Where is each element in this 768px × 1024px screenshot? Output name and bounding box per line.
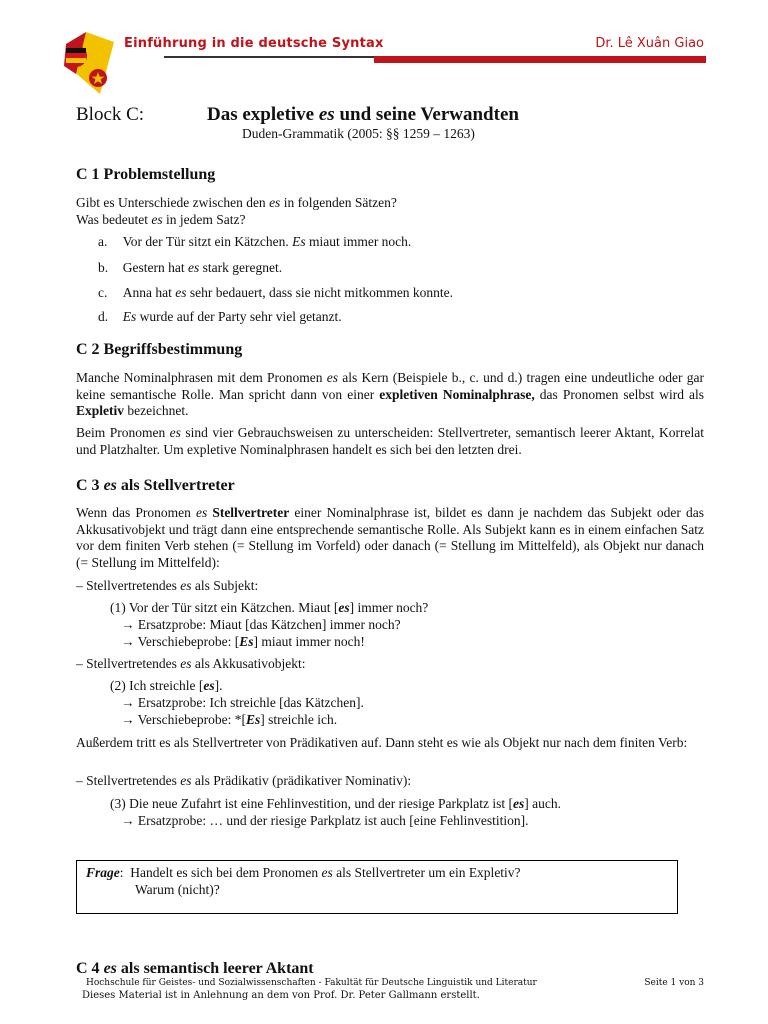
course-title: Einführung in die deutsche Syntax [124,36,384,51]
university-logo [62,30,118,96]
c2-paragraph-1: Manche Nominalphrasen mit dem Pronomen es als Kern (Beispiele b., c. und d.) tragen eine undeutliche oder gar keine semantische Rolle. Man spricht dann von einer expletiven Nominalphrase, das Pronomen selbst wird als Expletiv bezeichnet. [76,370,704,418]
question-line-1: Frage: Handelt es sich bei dem Pronomen es als Stellvertreter um ein Expletiv? [86,865,521,880]
example-1: (1) Vor der Tür sitzt ein Kätzchen. Miaut [es] immer noch? [110,600,429,615]
footer-institution: Hochschule für Geistes- und Sozialwissenschaften - Fakultät für Deutsche Linguistik und Literatur [86,978,537,988]
header-rule [164,56,374,58]
example-3-ersatzprobe: → Ersatzprobe: … und der riesige Parkplatz ist auch [eine Fehlinvestition]. [121,813,529,828]
question-line-2: Warum (nicht)? [135,882,220,897]
c3-subheading-subject: – Stellvertretendes es als Subjekt: [76,578,259,593]
example-2-verschiebeprobe: → Verschiebeprobe: *[Es] streichle ich. [121,712,338,727]
c3-subheading-predicative: – Stellvertretendes es als Prädikativ (prädikativer Nominativ): [76,773,412,788]
c3-paragraph-2: Außerdem tritt es als Stellvertreter von Prädikativen auf. Dann steht es wie als Objekt nur nach dem finiten Verb: [76,735,688,750]
section-heading-c1: C 1 Problemstellung [76,166,216,183]
block-title: Das expletive es und seine Verwandten [207,104,519,125]
list-item: c. Anna hat es sehr bedauert, dass sie nicht mitkommen konnte. [98,285,454,300]
example-1-ersatzprobe: → Ersatzprobe: Miaut [das Kätzchen] immer noch? [121,617,401,632]
section-heading-c3: C 3 es als Stellvertreter [76,477,235,494]
c1-question-2: Was bedeutet es in jedem Satz? [76,212,246,227]
footer-page-number: Seite 1 von 3 [644,978,704,988]
c3-paragraph-1: Wenn das Pronomen es Stellvertreter einer Nominalphrase ist, bildet es dann je nachdem das Subjekt oder das Akkusativobjekt und trägt dann eine entsprechende semantische Rolle. Als Subjekt kann es in einem einfachen Satz vor dem finiten Verb stehen (= Stellung im Vorfeld) oder danach (= Stellung im Mittelfeld), als Objekt nur danach (= Stellung im Mittelfeld): [76,505,704,570]
list-item: d. Es wurde auf der Party sehr viel getanzt. [98,309,342,324]
block-subtitle: Duden-Grammatik (2005: §§ 1259 – 1263) [242,126,475,141]
list-item: b. Gestern hat es stark geregnet. [98,260,283,275]
c3-subheading-object: – Stellvertretendes es als Akkusativobjekt: [76,656,306,671]
author-name: Dr. Lê Xuân Giao [595,36,704,51]
example-1-verschiebeprobe: → Verschiebeprobe: [Es] miaut immer noch! [121,634,365,649]
example-3: (3) Die neue Zufahrt ist eine Fehlinvestition, und der riesige Parkplatz ist [es] auch. [110,796,562,811]
block-label: Block C: [76,104,145,125]
section-heading-c4: C 4 es als semantisch leerer Aktant [76,960,314,977]
c1-question-1: Gibt es Unterschiede zwischen den es in folgenden Sätzen? [76,195,397,210]
footer-credit: Dieses Material ist in Anlehnung an dem von Prof. Dr. Peter Gallmann erstellt. [82,990,480,1001]
header-accent-bar [374,56,706,63]
example-2-ersatzprobe: → Ersatzprobe: Ich streichle [das Kätzchen]. [121,695,364,710]
section-heading-c2: C 2 Begriffsbestimmung [76,341,243,358]
example-2: (2) Ich streichle [es]. [110,678,223,693]
list-item: a. Vor der Tür sitzt ein Kätzchen. Es miaut immer noch. [98,234,412,249]
c2-paragraph-2: Beim Pronomen es sind vier Gebrauchsweisen zu unterscheiden: Stellvertreter, semantisch leerer Aktant, Korrelat und Platzhalter. Um expletive Nominalphrasen handelt es sich bei den letzten drei. [76,425,704,457]
